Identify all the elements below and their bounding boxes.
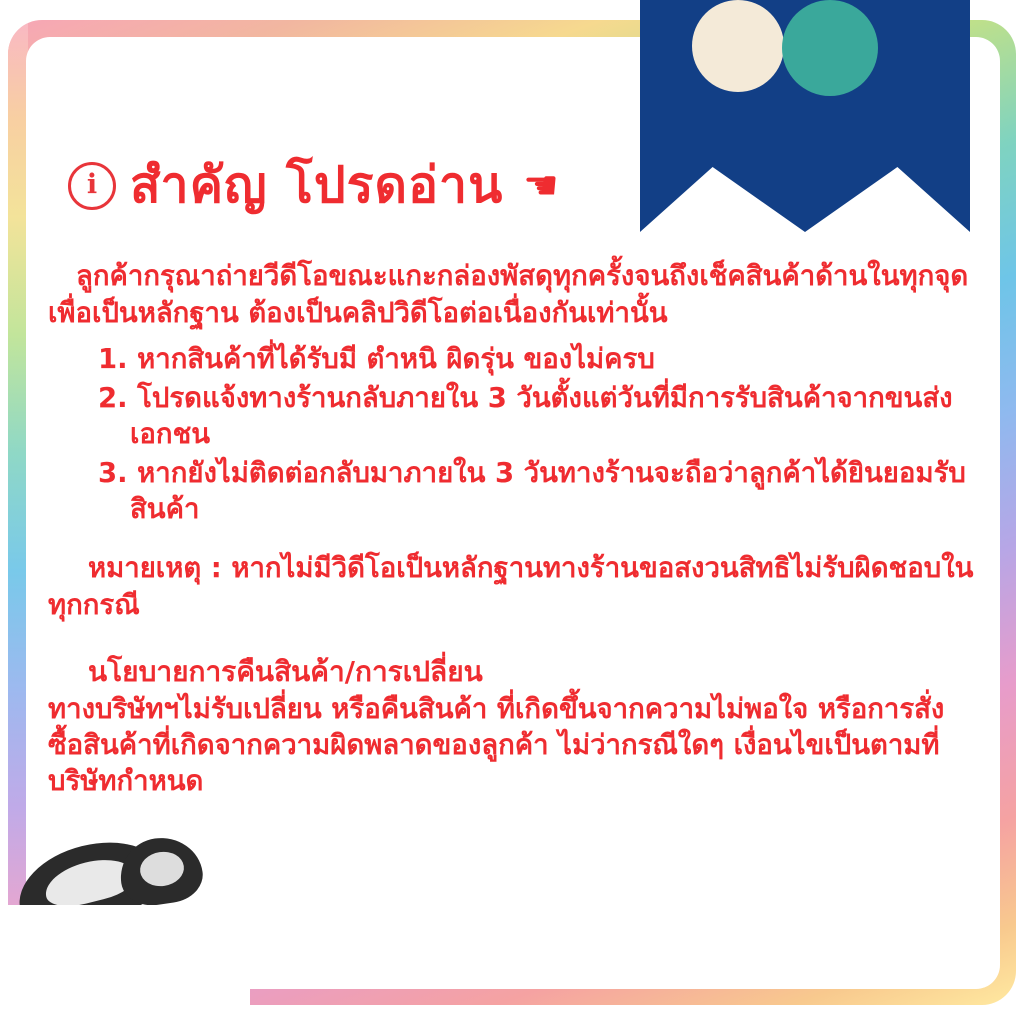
intro-paragraph: ลูกค้ากรุณาถ่ายวีดีโอขณะแกะกล่องพัสดุทุกครั้งจนถึงเช็คสินค้าด้านในทุกจุดเพื่อเป็นหลักฐาน ต้องเป็นคลิปวิดีโอต่อเนื่องกันเท่านั้น [48,260,969,329]
banner-circle-cream [692,0,784,92]
bottom-white-mask [0,905,250,1024]
banner-circle-teal [782,0,878,96]
poster-body [48,258,978,800]
poster-title-row [68,146,559,225]
note-paragraph: หมายเหตุ : หากไม่มีวิดีโอเป็นหลักฐานทางร้านขอสงวนสิทธิไม่รับผิดชอบในทุกกรณี [48,551,974,621]
list-item: 3. หากยังไม่ติดต่อกลับมาภายใน 3 วันทางร้านจะถือว่าลูกค้าได้ยินยอมรับสินค้า [98,456,966,526]
policy-paragraph: ทางบริษัทฯไม่รับเปลี่ยน หรือคืนสินค้า ที่เกิดขึ้นจากความไม่พอใจ หรือการสั่งซื้อสินค้าที่เกิดจากความผิดพลาดของลูกค้า ไม่ว่ากรณีใดๆ เงื่อนไขเป็นตามที่บริษัทกำหนด [48,693,945,797]
pointing-hand-icon: ☛ [523,162,560,209]
conditions-list [48,341,978,528]
policy-heading: นโยบายการคืนสินค้า/การเปลี่ยน [88,655,483,689]
info-icon: i [68,162,116,210]
frame-left-gradient [8,20,28,1005]
page-title: สำคัญ โปรดอ่าน [130,156,504,214]
list-item: 2. โปรดแจ้งทางร้านกลับภายใน 3 วันตั้งแต่วันที่มีการรับสินค้าจากขนส่งเอกชน [98,381,953,451]
list-item: 1. หากสินค้าที่ได้รับมี ตำหนิ ผิดรุ่น ของไม่ครบ [98,343,655,376]
